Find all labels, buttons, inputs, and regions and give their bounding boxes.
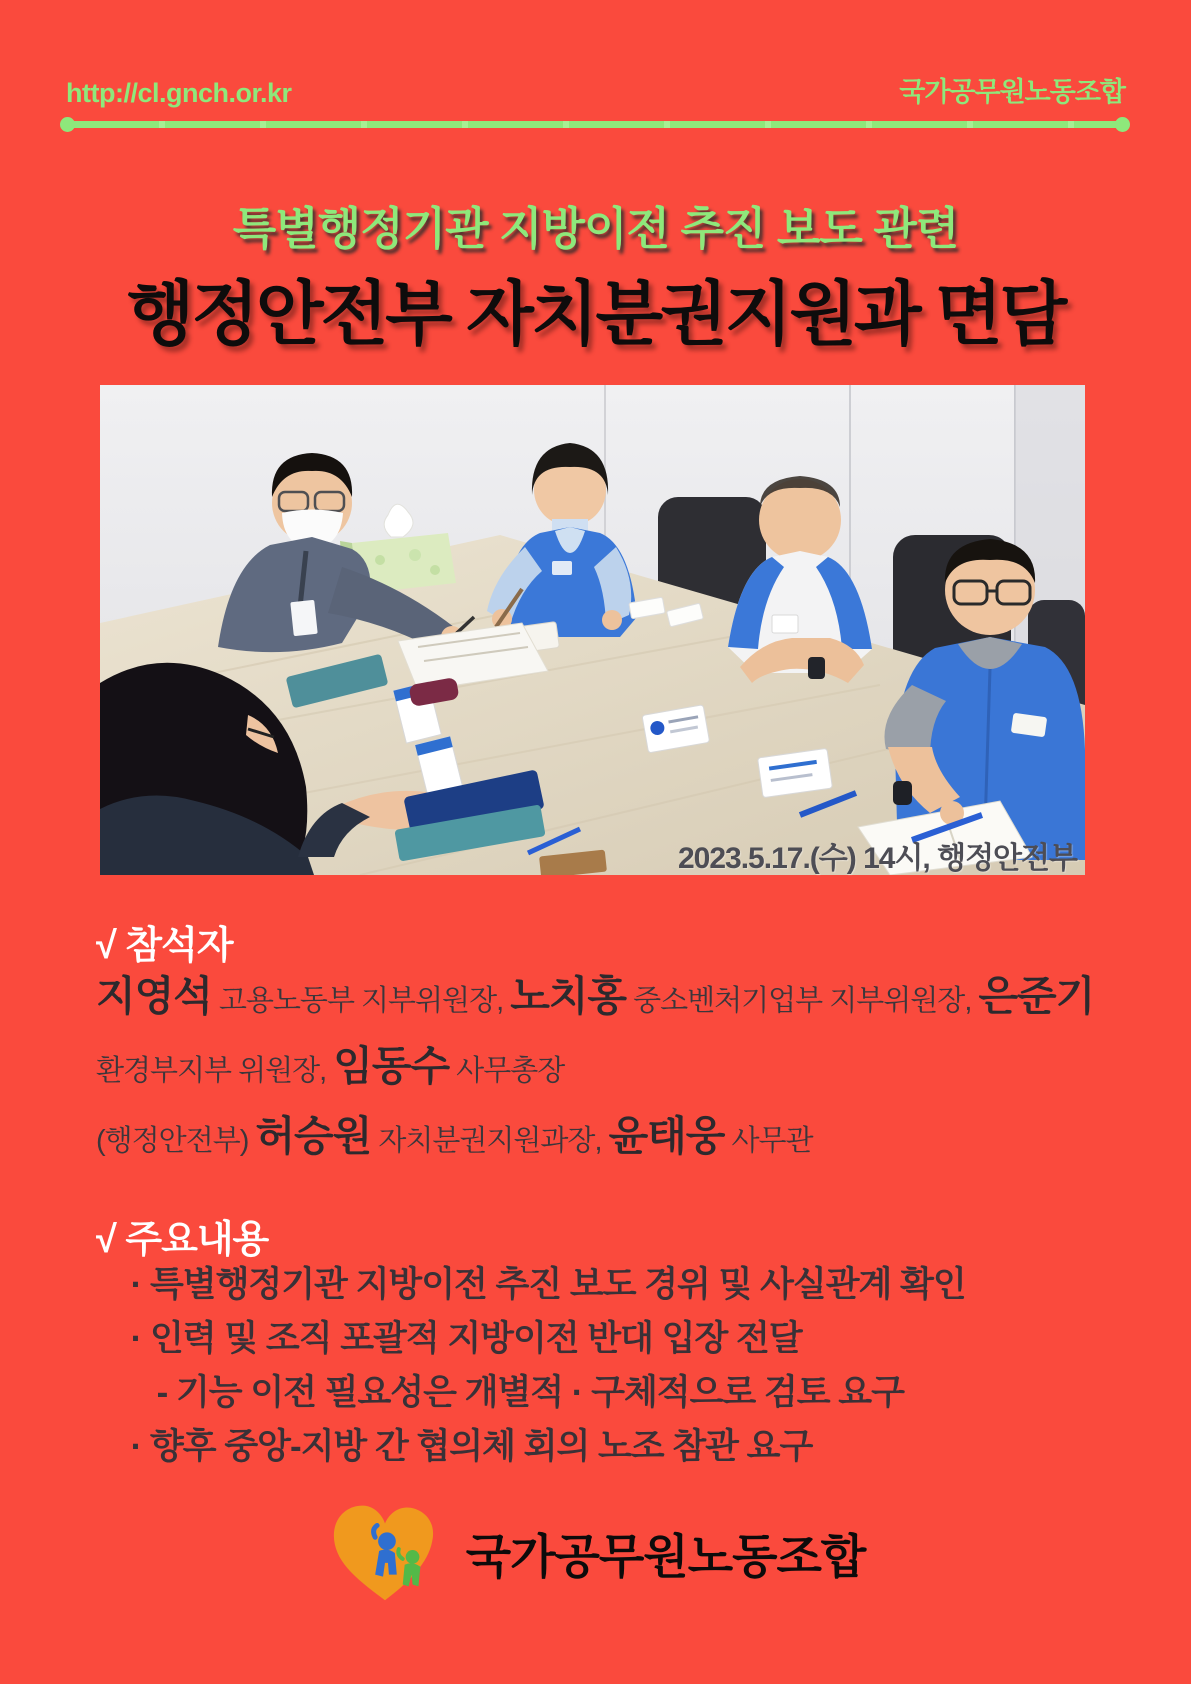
point-subitem	[122, 1366, 1122, 1420]
attendee-name: 노치홍	[510, 973, 627, 1019]
point-text: 인력 및 조직 포괄적 지방이전 반대 입장 전달	[150, 1319, 802, 1358]
point-text: 향후 중앙-지방 간 협의체 회의 노조 참관 요구	[150, 1427, 813, 1466]
attendee-line	[96, 1106, 1106, 1176]
attendee-name: 허승원	[255, 1113, 372, 1159]
bullet-dot-icon: ·	[130, 1319, 142, 1358]
bullet-dot-icon: ·	[130, 1265, 142, 1304]
attendees-heading: √ 참석자	[96, 925, 233, 967]
attendee-role: 고용노동부 지부위원장,	[211, 985, 511, 1017]
point-item	[122, 1312, 1122, 1366]
attendee-role: 사무관	[724, 1125, 813, 1157]
point-text: 기능 이전 필요성은 개별적 · 구체적으로 검토 요구	[176, 1373, 904, 1412]
union-logo-icon	[326, 1494, 444, 1612]
attendee-role: 자치분권지원과장,	[371, 1125, 609, 1157]
photo-caption: 2023.5.17.(수) 14시, 행정안전부	[677, 842, 1077, 875]
attendee-role: 사무총장	[449, 1055, 565, 1087]
attendee-role: 환경부지부 위원장,	[96, 1055, 334, 1087]
attendee-role: 중소벤처기업부 지부위원장,	[626, 985, 979, 1017]
main-points-list	[122, 1258, 1122, 1474]
bullet-dash-icon: -	[156, 1373, 168, 1412]
poster-title: 행정안전부 자치분권지원과 면담	[126, 275, 1065, 353]
attendees-list	[96, 966, 1106, 1176]
green-divider-line	[64, 121, 1126, 128]
attendee-name: 윤태웅	[608, 1113, 725, 1159]
poster-subtitle: 특별행정기관 지방이전 추진 보도 관련	[232, 203, 959, 254]
main-points-heading: √ 주요내용	[96, 1219, 269, 1261]
bullet-dot-icon: ·	[130, 1427, 142, 1466]
attendee-name: 은준기	[978, 973, 1095, 1019]
footer-org-name: 국가공무원노동조합	[465, 1529, 866, 1583]
meeting-photo	[100, 385, 1085, 875]
point-item	[122, 1420, 1122, 1474]
attendee-line	[96, 966, 1106, 1036]
header-org-name: 국가공무원노동조합	[899, 77, 1125, 107]
attendee-line	[96, 1036, 1106, 1106]
attendee-affiliation: (행정안전부)	[96, 1125, 256, 1157]
meeting-photo-illustration	[100, 385, 1085, 875]
site-url[interactable]: http://cl.gnch.or.kr	[66, 78, 292, 108]
footer	[0, 1494, 1191, 1612]
attendee-name: 지영석	[96, 973, 212, 1019]
attendee-name: 임동수	[333, 1043, 450, 1089]
point-item	[122, 1258, 1122, 1312]
point-text: 특별행정기관 지방이전 추진 보도 경위 및 사실관계 확인	[150, 1265, 966, 1304]
header	[66, 70, 1125, 109]
